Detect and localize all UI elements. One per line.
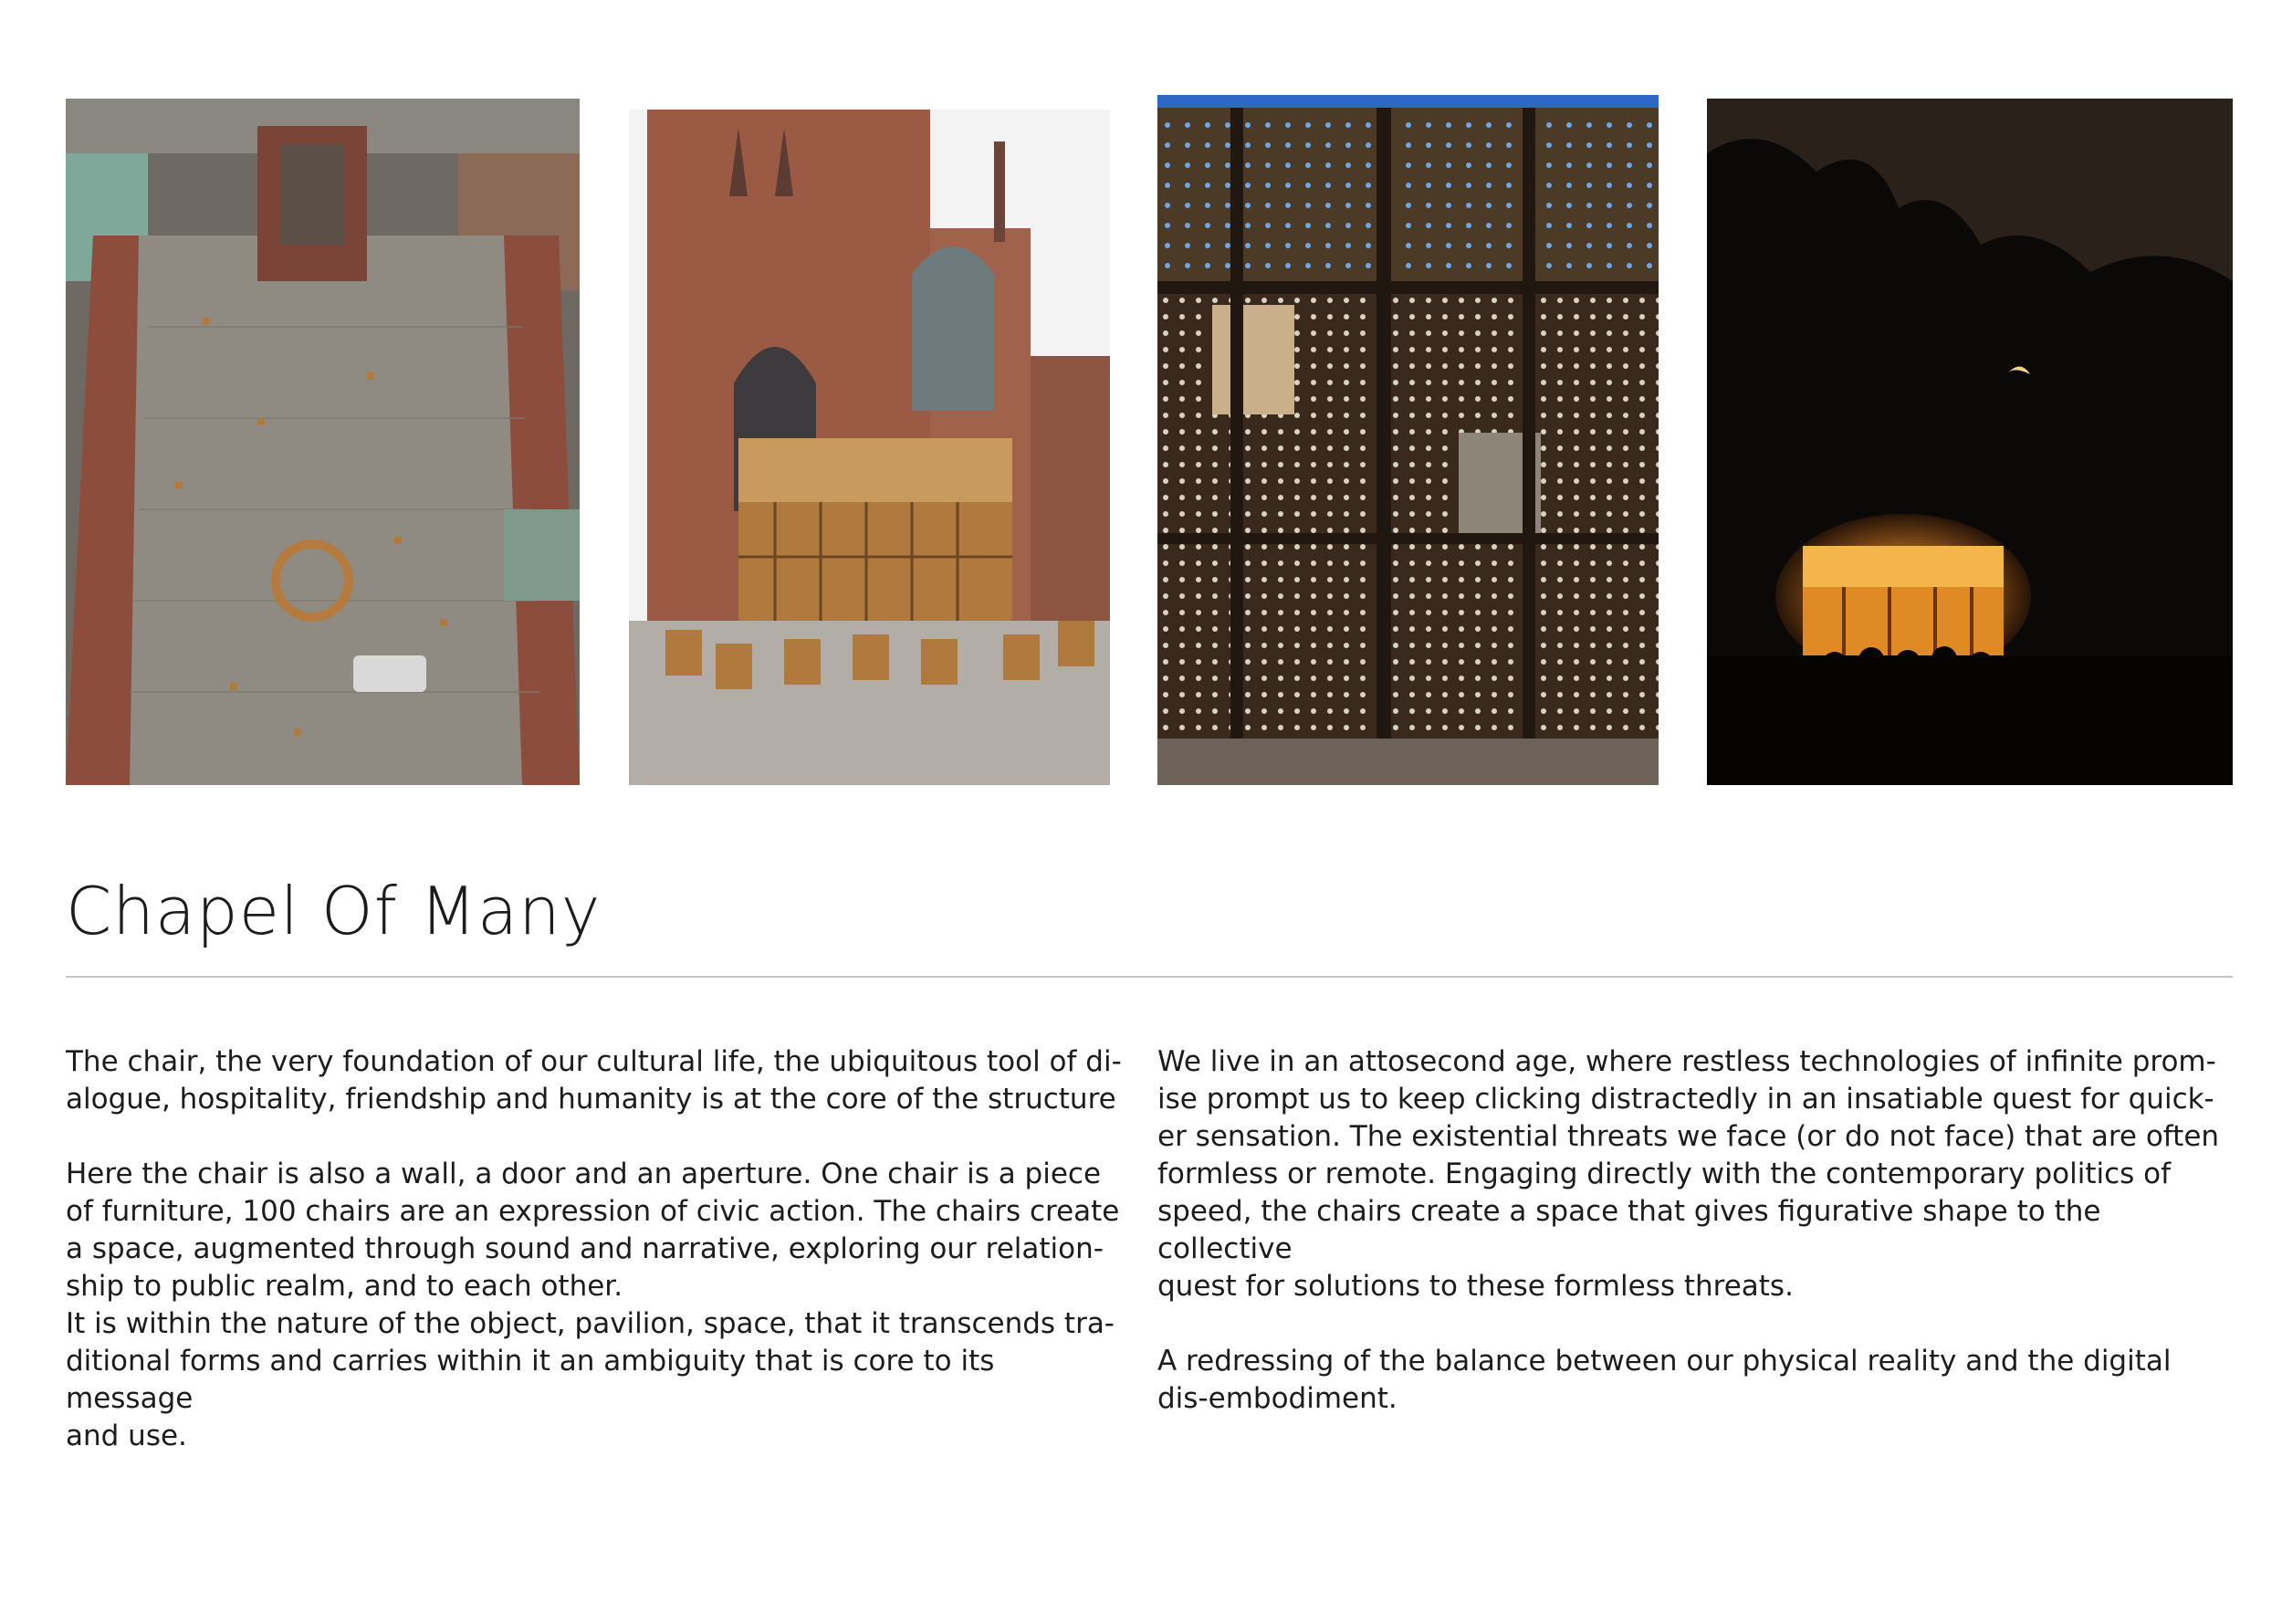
photo-pavilion-night	[1707, 99, 2233, 785]
body-text-left: The chair, the very foundation of our cultural life, the ubiquitous tool of di- alogue, hospitality, friendship and humanity is at the core of the structure Here the chair is also a wall, a door and an aperture. One chair is a piece of furniture, 100 chairs are an expression of civic action. The chairs create a space, augmented through sound and narrative, exploring our relation- ship to public realm, and to each other. It is within the nature of the object, pavilion, space, that it transcends tra- ditional forms and carries within it an ambiguity that is core to its message and use.	[66, 1045, 1122, 1452]
photo-aerial-ruins	[66, 99, 580, 785]
photo-pavilion-interior	[1157, 95, 1659, 785]
page-title: Chapel Of Many	[66, 873, 602, 949]
photo-pavilion-cathedral	[629, 110, 1110, 785]
title-divider	[66, 976, 2233, 978]
body-text-right: We live in an attosecond age, where restless technologies of infinite prom- ise prompt us to keep clicking distractedly in an insatiable quest for quick- er sensation. The existential threats we face (or do not face) that are often formless or remote. Engaging directly with the contemporary politics of speed, the chairs create a space that gives figurative shape to the collective quest for solutions to these formless threats. A redressing of the balance between our physical reality and the digital dis-embodiment.	[1157, 1045, 2220, 1415]
